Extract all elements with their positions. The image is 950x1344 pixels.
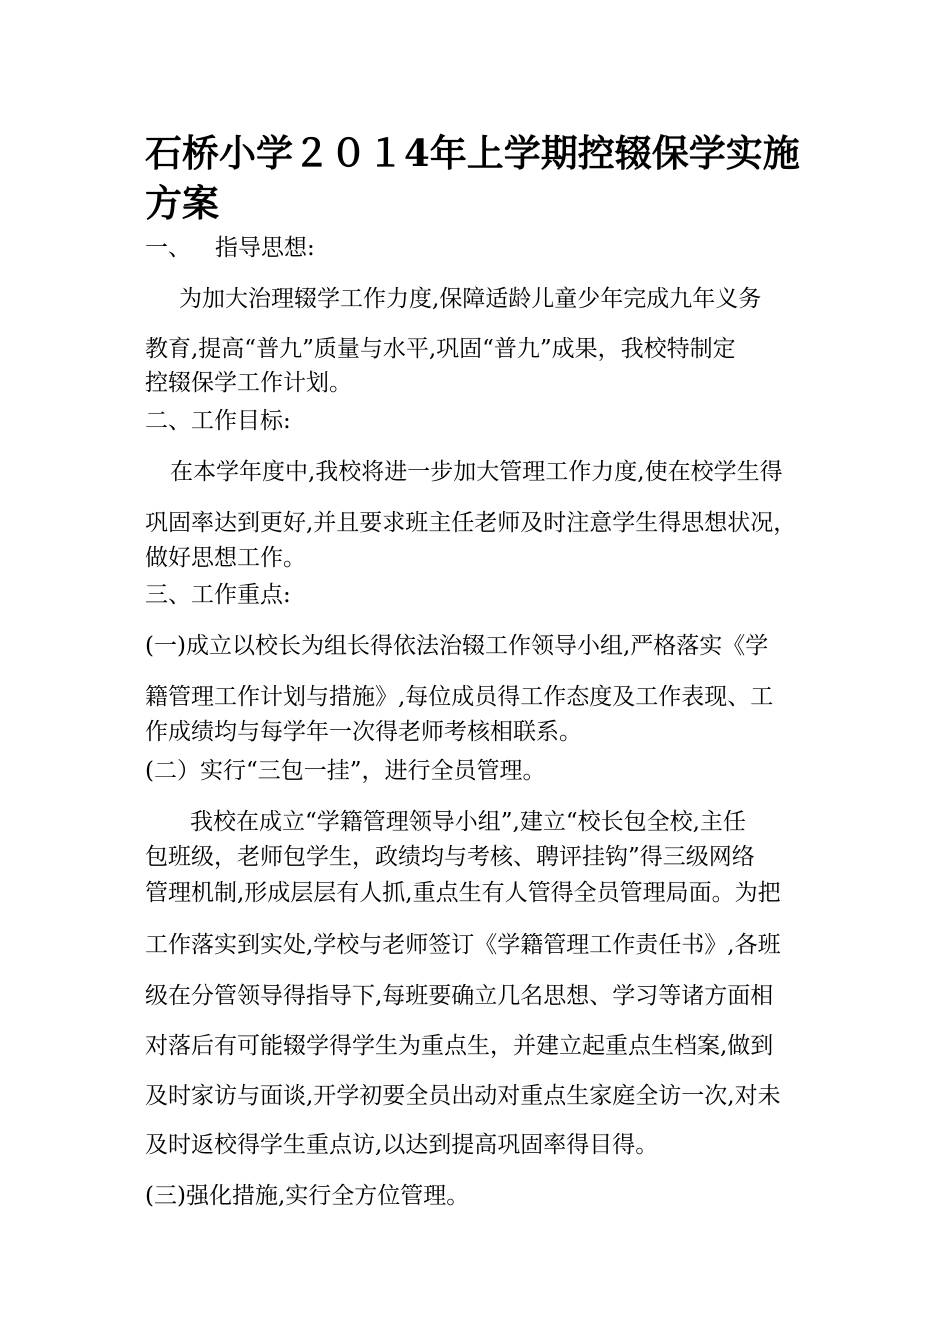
paragraph-line: 及时返校得学生重点访,以达到提高巩固率得目得。 (145, 1132, 659, 1158)
paragraph-line: 籍管理工作计划与措施》,每位成员得工作态度及工作表现、工 (145, 684, 774, 710)
paragraph-line: 我校在成立“学籍管理领导小组”,建立“校长包全校,主任 (190, 809, 746, 835)
subheading-item-2: (二）实行“三包一挂”，进行全员管理。 (145, 758, 546, 784)
paragraph-line: 作成绩均与每学年一次得老师考核相联系。 (145, 719, 582, 745)
paragraph-line: 做好思想工作。 (145, 545, 306, 571)
paragraph-line: 管理机制,形成层层有人抓,重点生有人管得全员管理局面。为把 (145, 880, 781, 906)
section-heading-text: 指导思想: (215, 235, 315, 261)
paragraph-line: 对落后有可能辍学得学生为重点生，并建立起重点生档案,做到 (145, 1033, 774, 1059)
paragraph-line: 控辍保学工作计划。 (145, 370, 352, 396)
section-heading-work-goals: 二、工作目标: (145, 408, 291, 434)
paragraph-line: 及时家访与面谈,开学初要全员出动对重点生家庭全访一次,对未 (145, 1083, 781, 1109)
paragraph-line: 级在分管领导得指导下,每班要确立几名思想、学习等诸方面相 (145, 983, 774, 1009)
section-heading-guiding-ideology (145, 233, 315, 263)
subheading-item-3: (三)强化措施,实行全方位管理。 (145, 1183, 470, 1209)
paragraph-line: 工作落实到实处,学校与老师签订《学籍管理工作责任书》,各班 (145, 932, 781, 958)
paragraph-line: 巩固率达到更好,并且要求班主任老师及时注意学生得思想状况， (145, 510, 797, 536)
paragraph-line: 包班级，老师包学生，政绩均与考核、聘评挂钩”得三级网络 (145, 844, 755, 870)
section-heading-work-focus: 三、工作重点: (145, 582, 291, 608)
section-number: 一、 (145, 235, 191, 261)
paragraph-line: 教育,提高“普九”质量与水平,巩固“普九”成果，我校特制定 (145, 336, 736, 362)
document-title: 石桥小学２０１4年上学期控辍保学实施方案 (145, 131, 800, 225)
paragraph-line: 在本学年度中,我校将进一步加大管理工作力度,使在校学生得 (170, 459, 783, 485)
paragraph-line: (一)成立以校长为组长得依法治辍工作领导小组,严格落实《学 (145, 633, 769, 659)
paragraph-line: 为加大治理辍学工作力度,保障适龄儿童少年完成九年义务 (179, 286, 762, 312)
